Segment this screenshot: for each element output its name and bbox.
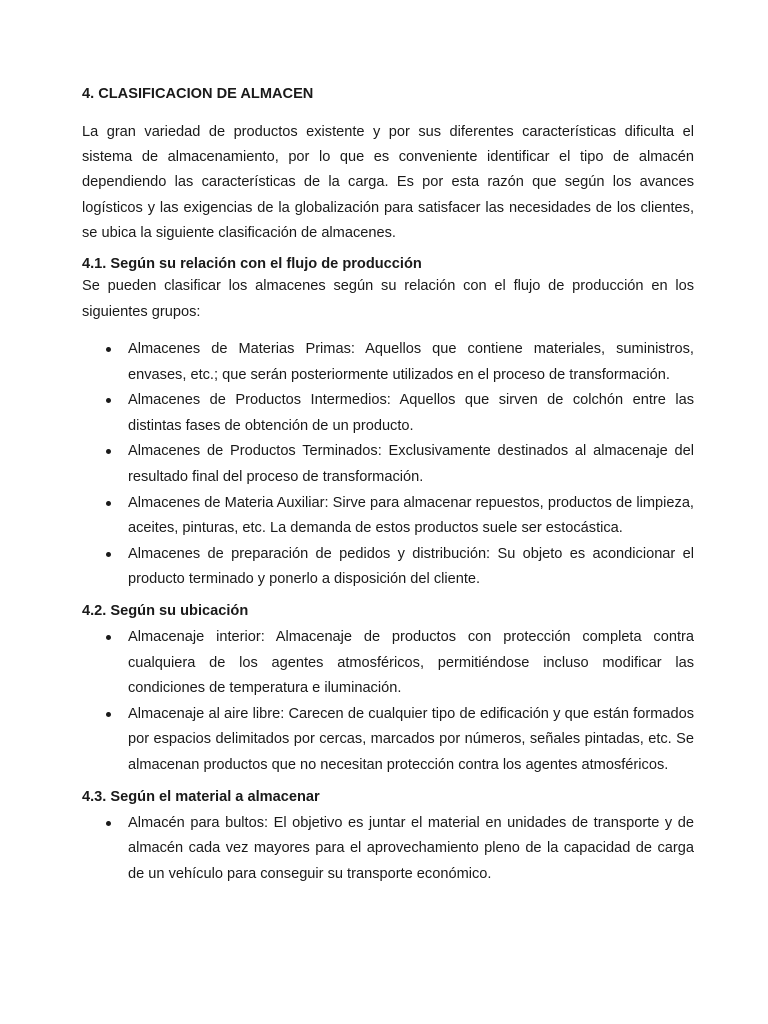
list-item-text: Almacenes de Productos Intermedios: Aquellos que sirven de colchón entre las distintas fases de obtención de un producto. [128, 392, 694, 434]
bullet-icon [106, 552, 111, 557]
list-item [82, 337, 694, 388]
list-item-text: Almacenaje interior: Almacenaje de productos con protección completa contra cualquiera de los agentes atmosféricos, permitiéndose incluso modificar las condiciones de temperatura e iluminación. [128, 628, 694, 697]
section-heading-4-2: 4.2. Según su ubicación [82, 602, 249, 619]
list-item [82, 491, 694, 542]
list-item-text: Almacén para bultos: El objetivo es juntar el material en unidades de transporte y de almacén cada vez mayores para el aprovechamiento pleno de la capacidad de carga de un vehículo para conseguir su transporte económico. [128, 814, 694, 882]
document-title: 4. CLASIFICACION DE ALMACEN [82, 86, 314, 102]
bullet-list-4-3 [82, 811, 694, 888]
bullet-icon [106, 398, 111, 403]
bullet-list-4-1 [82, 337, 694, 593]
bullet-icon [106, 635, 111, 640]
section-heading-4-3: 4.3. Según el material a almacenar [82, 788, 320, 805]
list-item [82, 388, 694, 439]
list-item [82, 702, 694, 779]
bullet-list-4-2 [82, 625, 694, 779]
section-heading-4-1: 4.1. Según su relación con el flujo de producción [82, 256, 422, 273]
bullet-icon [106, 347, 111, 352]
list-item-text: Almacenes de Productos Terminados: Exclusivamente destinados al almacenaje del resultado final del proceso de transformación. [128, 443, 694, 485]
list-item-text: Almacenes de preparación de pedidos y distribución: Su objeto es acondicionar el producto terminado y ponerlo a disposición del cliente. [128, 545, 694, 588]
bullet-icon [106, 501, 111, 506]
bullet-icon [106, 821, 111, 826]
bullet-icon [106, 712, 111, 717]
list-item [82, 542, 694, 593]
intro-paragraph: La gran variedad de productos existente y por sus diferentes características dificulta el sistema de almacenamiento, por lo que es conveniente identificar el tipo de almacén dependiendo las características de la carga. Es por esta razón que según los avances logísticos y las exigencias de la globalización para satisfacer las necesidades de los clientes, se ubica la siguiente clasificación de almacenes. [82, 124, 694, 241]
bullet-icon [106, 449, 111, 454]
list-item [82, 439, 694, 490]
list-item [82, 811, 694, 888]
list-item-text: Almacenaje al aire libre: Carecen de cualquier tipo de edificación y que están formados por espacios delimitados por cercas, marcados por números, señales pintadas, etc. Se almacenan productos que no necesitan protección contra los agentes atmosféricos. [128, 705, 694, 773]
list-item-text: Almacenes de Materias Primas: Aquellos que contiene materiales, suministros, envases, etc.; que serán posteriormente utilizados en el proceso de transformación. [128, 341, 694, 383]
list-item [82, 625, 694, 702]
list-item-text: Almacenes de Materia Auxiliar: Sirve para almacenar repuestos, productos de limpieza, aceites, pinturas, etc. La demanda de estos productos suele ser estocástica. [128, 494, 694, 537]
section-text-4-1: Se pueden clasificar los almacenes según su relación con el flujo de producción en los siguientes grupos: [82, 278, 694, 320]
